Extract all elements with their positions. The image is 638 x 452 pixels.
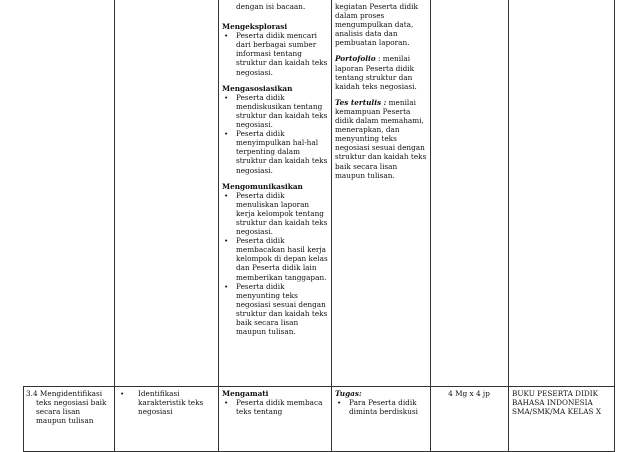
task-heading: Tugas: — [335, 389, 362, 398]
list-item: • Peserta didik mendiskusikan tentang struktur dan kaidah teks negosiasi. — [222, 93, 328, 129]
written-test-text: menilai kemampuan Peserta didik dalam memahami, menerapkan, dan menyunting teks negosiasi sesuai dengan struktur dan kaidah teks baik secara lisan maupun tulisan. — [335, 97, 427, 180]
observe-heading: Mengamati — [222, 389, 269, 398]
time-allocation: 4 Mg x 4 jp — [448, 389, 490, 398]
portfolio-paragraph — [335, 54, 427, 90]
list-item: • Identifikasi karakteristik teks negosiasi — [118, 389, 216, 416]
assessment-continuation: kegiatan Peserta didik dalam proses mengumpulkan data, analisis data dan pembuatan laporan. — [335, 2, 418, 48]
written-test-label: Tes tertulis : — [335, 97, 387, 107]
explore-heading: Mengeksplorasi — [222, 22, 288, 32]
communicate-heading: Mengomunikasikan — [222, 181, 303, 191]
list-item: • Para Peserta didik diminta berdiskusi — [335, 398, 427, 416]
learning-activities-cell — [222, 2, 328, 336]
learning-source-cell — [512, 389, 613, 416]
assessment-cell — [335, 2, 427, 180]
indicator-list — [118, 389, 216, 416]
row-divider — [23, 386, 615, 387]
explore-list — [222, 31, 328, 76]
portfolio-label: Portofolio — [335, 54, 376, 64]
col-border-3 — [331, 0, 332, 452]
assessment-row-cell — [335, 389, 427, 416]
portfolio-text: : menilai laporan Peserta didik tentang struktur dan kaidah teks negosiasi. — [335, 54, 417, 91]
list-item: • Peserta didik mencari dari berbagai sumber informasi tentang struktur dan kaidah teks negosiasi. — [222, 31, 328, 76]
observe-list — [222, 398, 328, 416]
associate-list — [222, 93, 328, 175]
basic-competence-cell — [26, 389, 112, 425]
associate-heading: Mengasosiasikan — [222, 83, 293, 93]
written-test-paragraph — [335, 98, 427, 180]
learning-source: BUKU PESERTA DIDIK BAHASA INDONESIA SMA/SMK/MA KELAS X — [512, 389, 602, 417]
basic-competence-text: 3.4 Mengidentifikasi teks negosiasi baik secara lisan maupun tulisan — [26, 389, 107, 426]
learning-row-cell — [222, 389, 328, 416]
communicate-list — [222, 191, 328, 337]
time-allocation-cell — [433, 389, 505, 398]
col-border-4 — [430, 0, 431, 452]
learning-continuation: dengan isi bacaan. — [236, 2, 306, 11]
list-item: • Peserta didik menyunting teks negosiasi sesuai dengan struktur dan kaidah teks baik secara lisan maupun tulisan. — [222, 282, 328, 337]
col-border-2 — [218, 0, 219, 452]
list-item: • Peserta didik membaca teks tentang — [222, 398, 328, 416]
col-border-5 — [508, 0, 509, 452]
list-item: • Peserta didik menuliskan laporan kerja kelompok tentang struktur dan kaidah teks negosiasi. — [222, 191, 328, 236]
col-border-1 — [114, 0, 115, 452]
col-border-left — [23, 386, 24, 452]
indicator-cell — [118, 389, 216, 416]
list-item: • Peserta didik membacakan hasil kerja kelompok di depan kelas dan Peserta didik lain memberikan tanggapan. — [222, 236, 328, 281]
task-list — [335, 398, 427, 416]
col-border-right — [614, 0, 615, 452]
list-item: • Peserta didik menyimpulkan hal-hal terpenting dalam struktur dan kaidah teks negosiasi. — [222, 129, 328, 174]
